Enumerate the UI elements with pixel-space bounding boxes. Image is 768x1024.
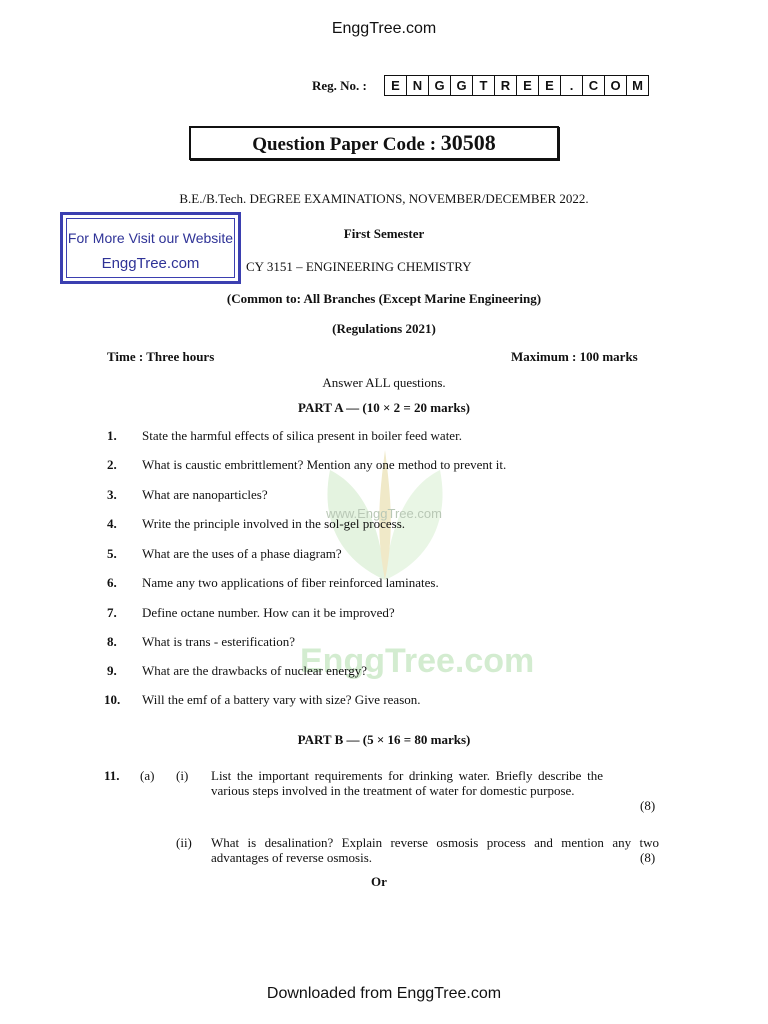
question-11-part-ii-marks: (8) <box>640 850 656 865</box>
reg-box: E <box>539 76 561 95</box>
question-11-number: 11. <box>104 768 120 783</box>
qp-code-label: Question Paper Code : <box>252 134 441 155</box>
question-text: What are the drawbacks of nuclear energy? <box>142 663 367 678</box>
reg-box: C <box>583 76 605 95</box>
reg-box: T <box>473 76 495 95</box>
reg-box: R <box>495 76 517 95</box>
time-allowed: Time : Three hours <box>107 349 215 364</box>
site-footer: Downloaded from EnggTree.com <box>266 985 502 1002</box>
question-paper-code <box>189 126 559 160</box>
question-text: What is trans - esterification? <box>142 634 296 649</box>
part-b-heading: PART B — (5 × 16 = 80 marks) <box>297 732 471 747</box>
promo-banner[interactable] <box>60 212 241 284</box>
question-number: 3. <box>107 487 117 502</box>
question-number: 5. <box>107 546 117 561</box>
question-text: What is caustic embrittlement? Mention any one method to prevent it. <box>142 457 507 472</box>
question-number: 10. <box>104 692 121 707</box>
reg-box: G <box>451 76 473 95</box>
question-number: 6. <box>107 575 117 590</box>
common-to: (Common to: All Branches (Except Marine Engineering) <box>226 291 542 306</box>
reg-box: G <box>429 76 451 95</box>
reg-box: E <box>517 76 539 95</box>
question-11-part-i-text: List the important requirements for drinking water. Briefly describe the various steps involved in the treatment of water for domestic purpose. <box>211 768 603 798</box>
watermark-big-text: EnggTree.com <box>300 642 535 680</box>
reg-box: M <box>632 78 643 93</box>
promo-line-1: For More Visit our Website <box>67 230 234 246</box>
question-text: Define octane number. How can it be improved? <box>142 605 395 620</box>
instruction: Answer ALL questions. <box>322 375 446 390</box>
qp-code-number: 30508 <box>440 130 496 155</box>
reg-box: E <box>385 76 407 95</box>
question-text: What are nanoparticles? <box>142 487 268 502</box>
question-11-part-ii-text: What is desalination? Explain reverse osmosis process and mention any two advantages of reverse osmosis. <box>211 835 659 865</box>
reg-box: . <box>561 76 583 95</box>
question-text: Will the emf of a battery vary with size? Give reason. <box>142 692 421 707</box>
question-11-part-i: (i) <box>176 768 189 783</box>
question-text: Name any two applications of fiber reinforced laminates. <box>142 575 439 590</box>
course-title: CY 3151 – ENGINEERING CHEMISTRY <box>246 259 472 274</box>
question-number: 1. <box>107 428 117 443</box>
or-separator: Or <box>371 874 387 889</box>
question-text: What are the uses of a phase diagram? <box>142 546 342 561</box>
question-number: 8. <box>107 634 117 649</box>
exam-title: B.E./B.Tech. DEGREE EXAMINATIONS, NOVEMBER/DECEMBER 2022. <box>179 191 589 206</box>
question-number: 4. <box>107 516 117 531</box>
maximum-marks: Maximum : 100 marks <box>511 349 638 364</box>
question-number: 2. <box>107 457 117 472</box>
question-number: 9. <box>107 663 117 678</box>
regulations: (Regulations 2021) <box>332 321 436 336</box>
semester: First Semester <box>343 226 425 241</box>
watermark-small-text: www.EnggTree.com <box>326 506 442 521</box>
question-11-part-ii: (ii) <box>176 835 192 850</box>
question-number: 7. <box>107 605 117 620</box>
promo-line-2: EnggTree.com <box>101 255 200 272</box>
reg-no-label: Reg. No. : <box>312 78 367 93</box>
question-text: Write the principle involved in the sol-gel process. <box>142 516 406 531</box>
question-text: State the harmful effects of silica present in boiler feed water. <box>142 428 462 443</box>
question-11-part-i-marks: (8) <box>640 798 656 813</box>
reg-box: N <box>407 76 429 95</box>
reg-box: O <box>605 76 627 95</box>
part-a-heading: PART A — (10 × 2 = 20 marks) <box>297 400 471 415</box>
site-header: EnggTree.com <box>331 20 437 37</box>
question-11-option-a: (a) <box>140 768 155 783</box>
reg-no-boxes <box>384 75 649 96</box>
